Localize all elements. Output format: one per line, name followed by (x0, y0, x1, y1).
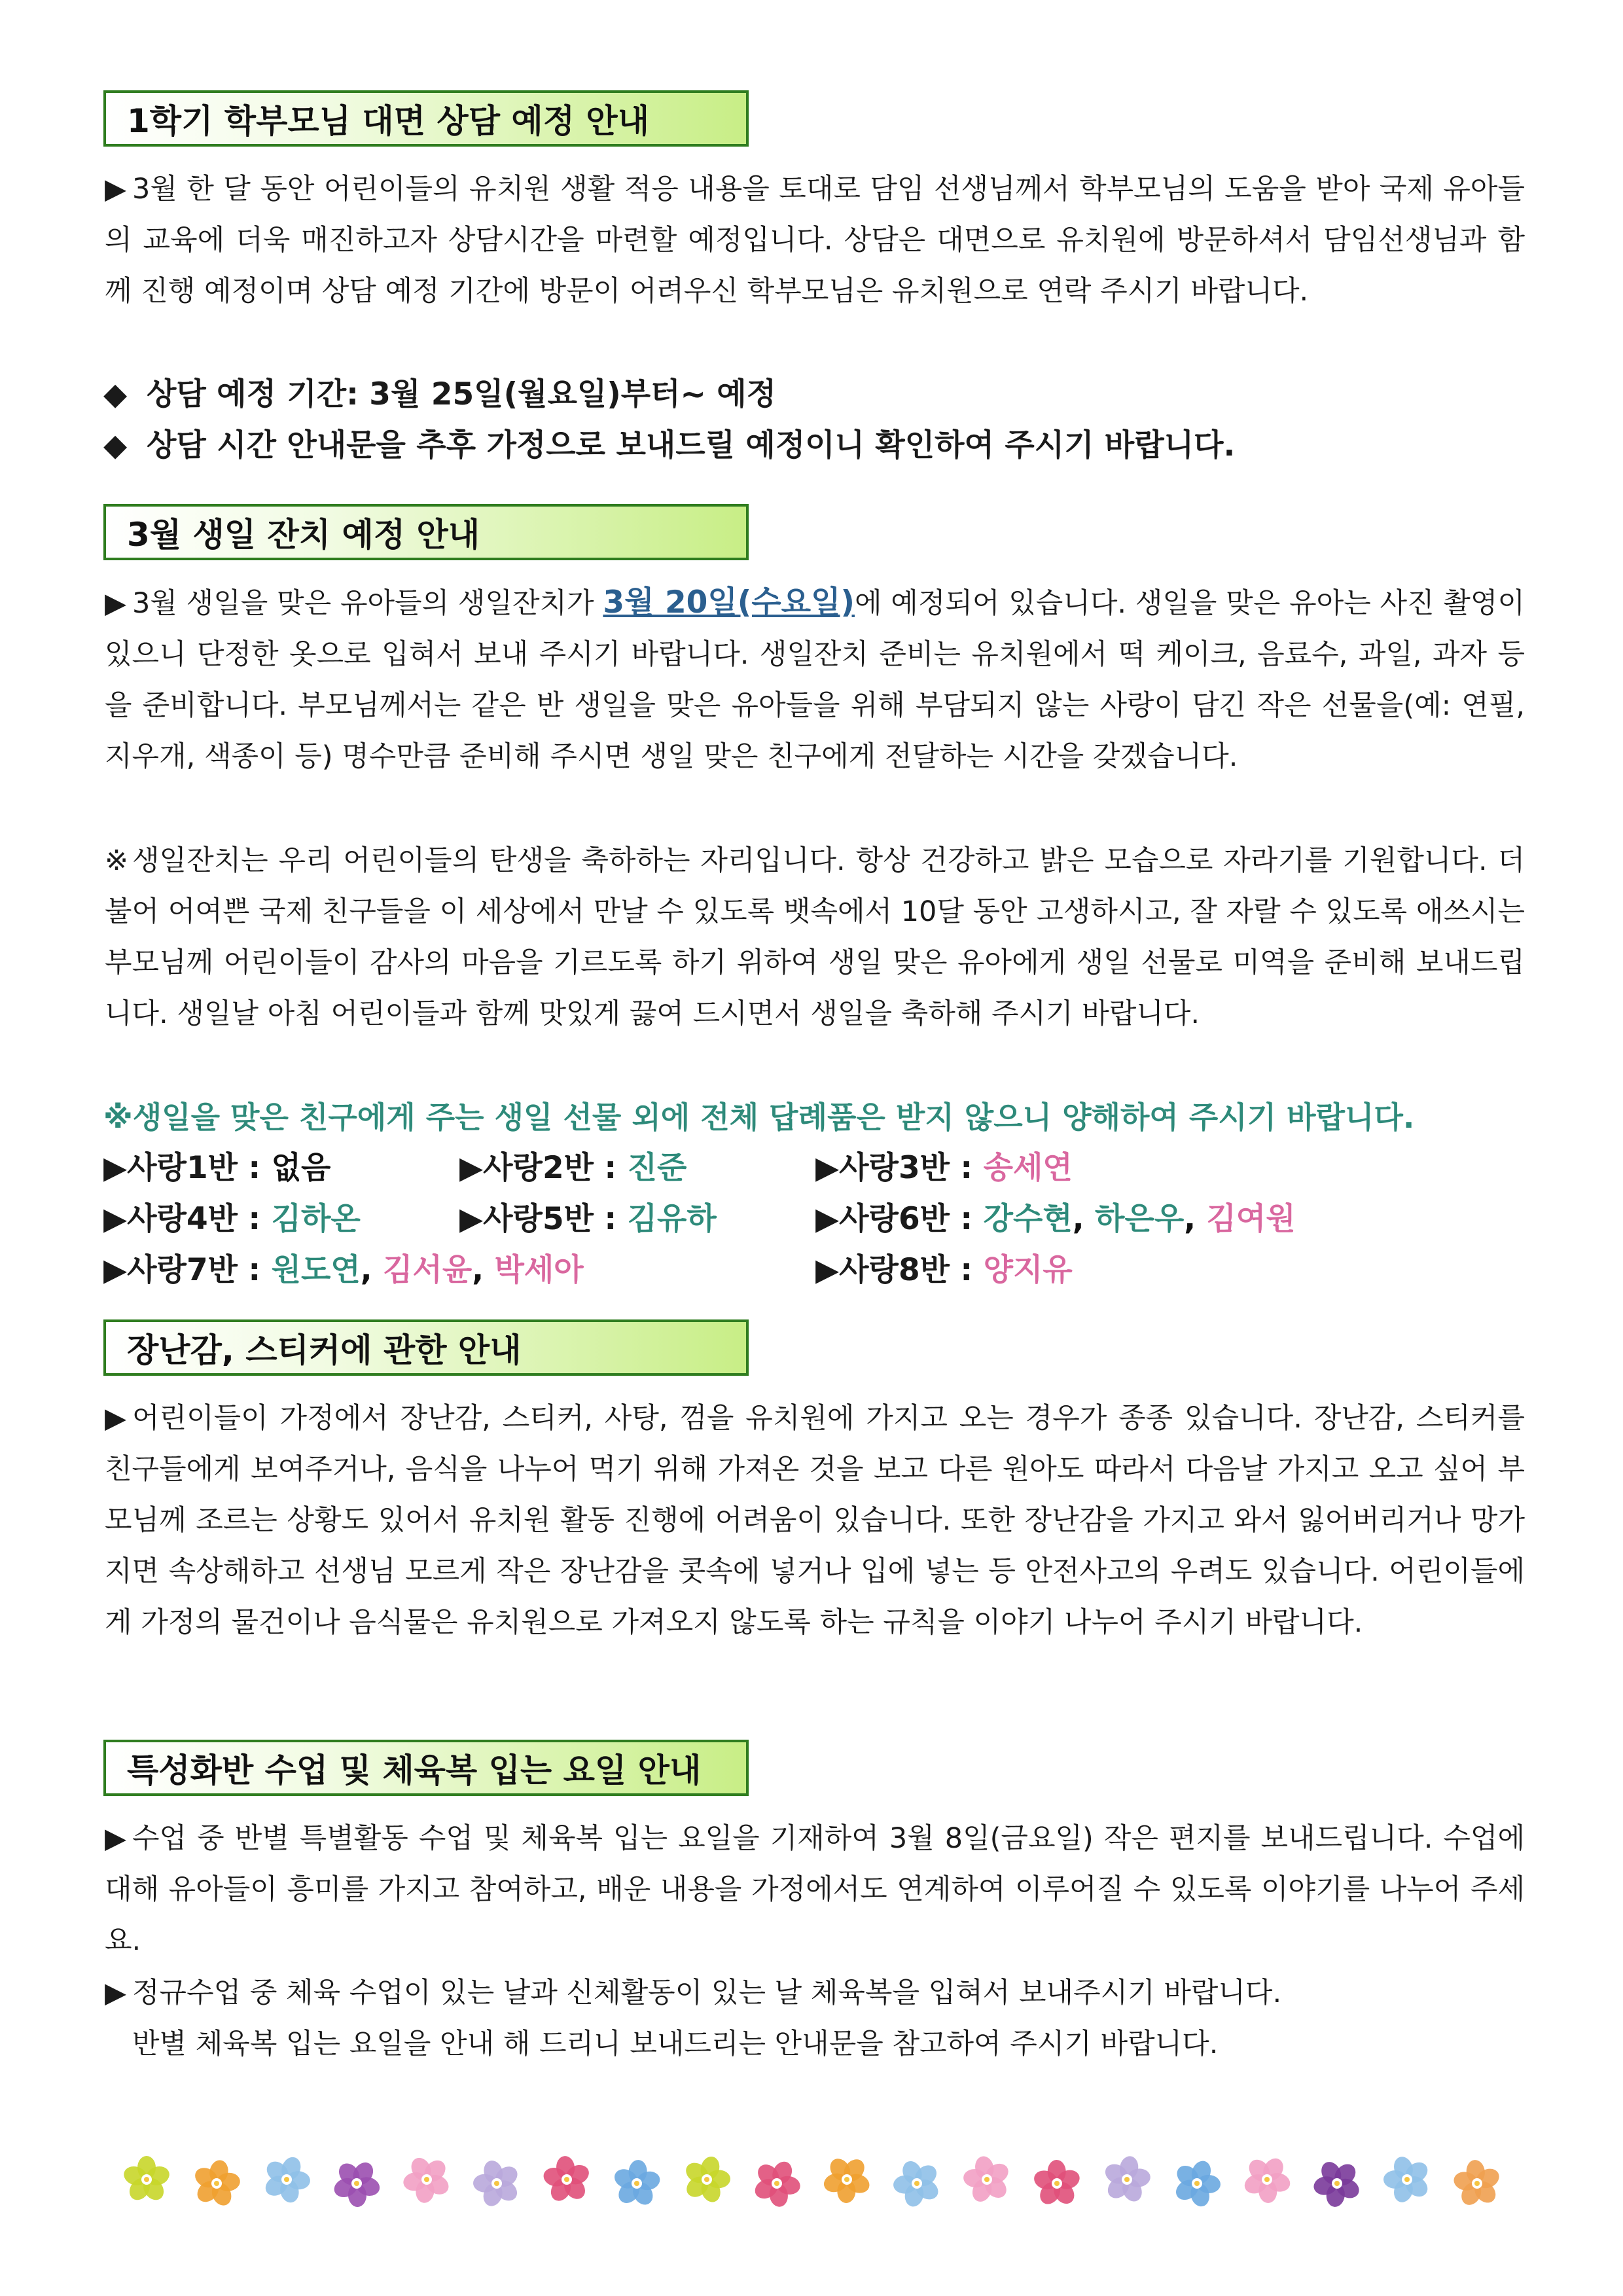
child-name: 강수현 (983, 1201, 1073, 1237)
paragraph-text: 3월 생일을 맞은 유아들의 생일잔치가 (132, 587, 603, 620)
class-entry (103, 1245, 584, 1296)
section-heading-birthday (103, 504, 749, 560)
class-label: ▶사랑6반 : (815, 1201, 984, 1237)
child-name: 양지유 (983, 1252, 1073, 1288)
child-name: 김여원 (1206, 1201, 1296, 1237)
child-name: 송세연 (983, 1150, 1073, 1186)
name-separator: , (1184, 1201, 1207, 1237)
name-separator: , (360, 1252, 383, 1288)
flower-icon (1241, 2153, 1293, 2206)
birthday-date: 3월 20일(수요일) (603, 584, 855, 620)
reference-mark-icon: ※ (105, 844, 129, 877)
diamond-bullet-icon: ◆ (103, 376, 128, 412)
flower-icon (1451, 2157, 1503, 2210)
paragraph-text: 생일잔치는 우리 어린이들의 탄생을 축하하는 자리입니다. 항상 건강하고 밝은 모습으로 자라기를 기원합니다. 더불어 어여쁜 국제 친구들을 이 세상에서 만날 수 있도록 뱃속에서 10달 동안 고생하시고, 잘 자랄 수 있도록 애쓰시는 부모님께 어린이들이 감사의 마음을 기르도록 하기 위하여 생일 맞은 유아에게 생일 선물로 미역을 준비해 보내드립니다. 생일날 아침 어린이들과 함께 맛있게 끓여 드시면서 생일을 축하해 주시기 바랍니다. (105, 844, 1525, 1030)
consultation-notice-bullet (103, 420, 1543, 471)
paragraph-text: 수업 중 반별 특별활동 수업 및 체육복 입는 요일을 기재하여 3월 8일(금요일) 작은 편지를 보내드립니다. 수업에 대해 유아들이 흥미를 가지고 참여하고, 배운 내용을 가정에서도 연계하여 이루어질 수 있도록 이야기를 나누어 주세요. (105, 1822, 1525, 1957)
arrow-marker-icon: ▶ (105, 1402, 127, 1435)
class-label: ▶사랑2반 : (459, 1150, 628, 1186)
section-title: 특성화반 수업 및 체육복 입는 요일 안내 (127, 1751, 702, 1789)
section-heading-consultation (103, 90, 749, 147)
arrow-marker-icon: ▶ (105, 1977, 127, 2009)
child-name: 진준 (627, 1150, 687, 1186)
flower-icon (1171, 2157, 1223, 2210)
flower-icon (1311, 2157, 1363, 2210)
flower-icon (541, 2153, 593, 2206)
flower-icon (330, 2157, 383, 2210)
flower-icon (260, 2153, 313, 2206)
flower-icon (401, 2153, 453, 2206)
flower-icon (751, 2157, 803, 2210)
flower-icon (471, 2157, 523, 2210)
class-entry (103, 1143, 330, 1194)
class-entry (815, 1245, 1073, 1296)
child-name: 김유하 (627, 1201, 717, 1237)
arrow-marker-icon: ▶ (105, 587, 127, 620)
toys-paragraph (105, 1393, 1525, 1648)
bullet-text: 상담 시간 안내문을 추후 가정으로 보내드릴 예정이니 확인하여 주시기 바랍니다. (147, 427, 1236, 463)
child-name: 원도연 (271, 1252, 361, 1288)
flower-icon (1101, 2153, 1153, 2206)
flower-icon (611, 2157, 663, 2210)
birthday-paragraph (105, 577, 1525, 782)
class-entry (459, 1194, 717, 1245)
consultation-paragraph (105, 164, 1525, 317)
special-class-paragraph (105, 1813, 1525, 1966)
section-heading-toys (103, 1319, 749, 1376)
child-name: 김하온 (271, 1201, 361, 1237)
paragraph-text: 3월 한 달 동안 어린이들의 유치원 생활 적응 내용을 토대로 담임 선생님께서 학부모님의 도움을 받아 국제 유아들의 교육에 더욱 매진하고자 상담시간을 마련할 예정입니다. 상담은 대면으로 유치원에 방문하셔서 담임선생님과 함께 진행 예정이며 상담 예정 기간에 방문이 어려우신 학부모님은 유치원으로 연락 주시기 바랍니다. (105, 173, 1525, 308)
arrow-marker-icon: ▶ (105, 1822, 127, 1855)
paragraph-text: 어린이들이 가정에서 장난감, 스티커, 사탕, 껌을 유치원에 가지고 오는 경우가 종종 있습니다. 장난감, 스티커를 친구들에게 보여주거나, 음식을 나누어 먹기 위해 가져온 것을 보고 다른 원아도 따라서 다음날 가지고 오고 싶어 부모님께 조르는 상황도 있어서 유치원 활동 진행에 어려움이 있습니다. 또한 장난감을 가지고 와서 잃어버리거나 망가지면 속상해하고 선생님 모르게 작은 장난감을 콧속에 넣거나 입에 넣는 등 안전사고의 우려도 있습니다. 어린이들에게 가정의 물건이나 음식물은 유치원으로 가져오지 않도록 하는 규칙을 이야기 나누어 주시기 바랍니다. (105, 1402, 1525, 1639)
flower-icon (681, 2153, 733, 2206)
flower-icon (891, 2157, 943, 2210)
paragraph-text: 반별 체육복 입는 요일을 안내 해 드리니 보내드리는 안내문을 참고하여 주시기 바랍니다. (132, 2028, 1219, 2060)
flower-icon (120, 2153, 173, 2206)
flower-icon (961, 2153, 1013, 2206)
child-name: 박세아 (494, 1252, 584, 1288)
flower-icon (1031, 2157, 1083, 2210)
flower-icon (821, 2153, 873, 2206)
class-label: ▶사랑1반 : (103, 1150, 272, 1186)
paragraph-text: 에 예정되어 있습니다. 생일을 맞은 유아는 사진 촬영이 있으니 단정한 옷으로 입혀서 보내 주시기 바랍니다. 생일잔치 준비는 유치원에서 떡 케이크, 음료수, 과일, 과자 등을 준비합니다. 부모님께서는 같은 반 생일을 맞은 유아들을 위해 부담되지 않는 사랑이 담긴 작은 선물을(예: 연필, 지우개, 색종이 등) 명수만큼 준비해 주시면 생일 맞은 친구에게 전달하는 시간을 갖겠습니다. (105, 587, 1525, 773)
birthday-note-paragraph (105, 835, 1525, 1039)
diamond-bullet-icon: ◆ (103, 427, 128, 463)
flower-border-decoration (111, 2153, 1512, 2212)
child-name: 없음 (271, 1150, 331, 1186)
gift-notice: ※생일을 맞은 친구에게 주는 생일 선물 외에 전체 답례품은 받지 않으니 양해하여 주시기 바랍니다. (103, 1100, 1415, 1135)
pe-uniform-paragraph (105, 1967, 1525, 2070)
class-label: ▶사랑4반 : (103, 1201, 272, 1237)
bullet-text: 상담 예정 기간: 3월 25일(월요일)부터~ 예정 (147, 376, 777, 412)
arrow-marker-icon: ▶ (105, 173, 127, 206)
paragraph-text: 정규수업 중 체육 수업이 있는 날과 신체활동이 있는 날 체육복을 입혀서 보내주시기 바랍니다. (132, 1977, 1282, 2009)
consultation-period-bullet (103, 369, 1543, 420)
class-entry (815, 1143, 1073, 1194)
section-title: 3월 생일 잔치 예정 안내 (127, 516, 480, 554)
class-entry (103, 1194, 361, 1245)
class-entry (815, 1194, 1296, 1245)
class-entry (459, 1143, 687, 1194)
name-separator: , (472, 1252, 495, 1288)
birthday-list-row (103, 1194, 1543, 1245)
class-label: ▶사랑3반 : (815, 1150, 984, 1186)
flower-icon (190, 2157, 243, 2210)
name-separator: , (1072, 1201, 1096, 1237)
class-label: ▶사랑8반 : (815, 1252, 984, 1288)
flower-icon (1381, 2153, 1433, 2206)
section-title: 장난감, 스티커에 관한 안내 (127, 1331, 522, 1369)
birthday-list-row (103, 1143, 1543, 1194)
section-title: 1학기 학부모님 대면 상담 예정 안내 (127, 102, 650, 140)
child-name: 김서윤 (383, 1252, 473, 1288)
class-label: ▶사랑5반 : (459, 1201, 628, 1237)
birthday-list-row (103, 1245, 1543, 1296)
section-heading-special-class (103, 1740, 749, 1796)
class-label: ▶사랑7반 : (103, 1252, 272, 1288)
child-name: 하은우 (1095, 1201, 1185, 1237)
